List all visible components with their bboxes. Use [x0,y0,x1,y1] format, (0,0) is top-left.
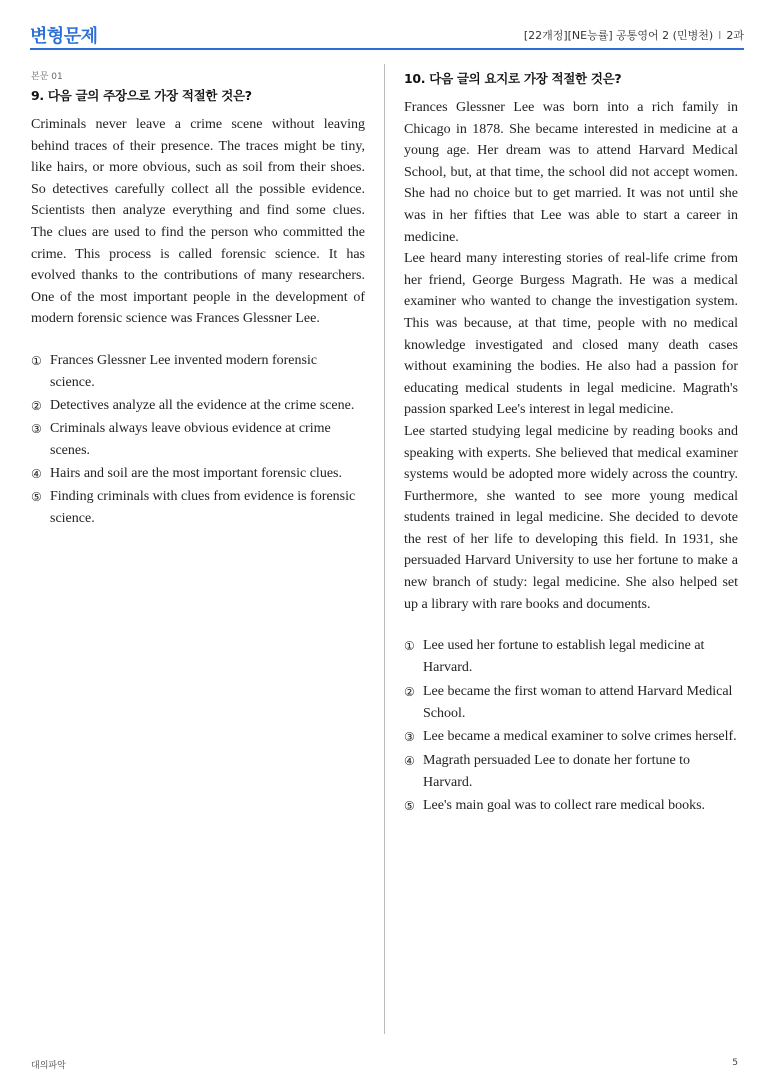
option-number: ② [404,684,415,699]
question-10-column [404,69,738,819]
option-number: ⑤ [31,489,42,504]
question-9-title: 9. 다음 글의 주장으로 가장 적절한 것은? [31,88,252,103]
option-number: ④ [31,466,42,481]
question-9-passage [31,114,365,330]
column-divider [384,64,385,1034]
header-meta [524,27,744,43]
footer-brand: 대의파악 [31,1061,66,1071]
answer-option-3[interactable] [31,418,365,462]
option-number: ③ [404,730,415,745]
section-label: 본문 01 [31,72,63,82]
textbook-label: [22개정][NE능률] 공통영어 2 (민병천) [523,29,714,42]
option-text: Detectives analyze all the evidence at the crime scene. [50,397,355,413]
option-number: ③ [31,421,42,436]
option-text: Lee's main goal was to collect rare medical books. [423,798,706,814]
header-separator: I [718,29,722,42]
answer-option-5[interactable] [31,486,365,530]
option-text: Criminals always leave obvious evidence at crime scenes. [50,420,331,458]
option-number: ⑤ [404,799,415,814]
question-10-title: 10. 다음 글의 요지로 가장 적절한 것은? [404,71,622,86]
option-number: ① [404,639,415,654]
lesson-label: 2과 [726,29,744,42]
option-number: ④ [404,753,415,768]
passage-paragraph: Lee heard many interesting stories of real-life crime from her friend, George Burgess Magrath. He was a medical examiner who wanted to change the investigation system. This was because, at that time, people with no medical knowledge investigated and closed many death cases without examining the bodies. He also had a passion for educating medical students in legal medicine. Magrath's passion sparked Lee's interest in legal medicine. [404,251,738,418]
answer-option-5[interactable] [404,795,738,817]
answer-option-1[interactable] [31,350,365,394]
passage-paragraph: Lee started studying legal medicine by reading books and speaking with experts. She believed that medical examiner systems would be adopted more widely across the country. Furthermore, she wanted to see more young medical students trained in legal medicine. She decided to devote the rest of her life to developing this field. In 1931, she persuaded Harvard University to use her fortune to make a new branch of study: legal medicine. She also helped set up a library with rare books and documents. [404,423,738,612]
answer-option-2[interactable] [31,395,365,417]
option-number: ② [31,398,42,413]
answer-option-4[interactable] [31,463,365,485]
option-text: Magrath persuaded Lee to donate her fortune to Harvard. [423,752,691,790]
passage-paragraph: Criminals never leave a crime scene without leaving behind traces of their presence. The traces might be tiny, like hairs, or more obvious, such as soil from their shoes. So detectives carefully collect all the possible evidence. Scientists then analyze everything and find some clues. The clues are used to find the person who committed the crime. This process is called forensic science. It has evolved thanks to the contributions of many researchers. One of the most important people in the development of modern forensic science was Frances Glessner Lee. [31,117,365,327]
passage-paragraph: Frances Glessner Lee was born into a rich family in Chicago in 1878. She became interested in medicine at a young age. Her dream was to attend Harvard Medical School, but, at that time, the school did not accept women. She had no choice but to get married. It was not until she was in her fifties that Lee was able to start a career in medicine. [404,100,738,245]
page-number: 5 [732,1058,738,1068]
answer-option-1[interactable] [404,635,738,679]
option-text: Hairs and soil are the most important forensic clues. [50,465,342,481]
option-number: ① [31,353,42,368]
answer-option-3[interactable] [404,726,738,748]
option-text: Lee used her fortune to establish legal medicine at Harvard. [423,638,705,676]
page-title: 변형문제 [30,26,98,47]
answer-option-4[interactable] [404,750,738,794]
question-10-options [404,635,738,817]
question-9-column [31,69,365,531]
page-header [30,22,744,50]
option-text: Finding criminals with clues from evidence is forensic science. [50,488,356,526]
answer-option-2[interactable] [404,681,738,725]
question-9-options [31,350,365,530]
option-text: Lee became a medical examiner to solve crimes herself. [423,729,737,745]
question-10-passage [404,97,738,615]
option-text: Lee became the first woman to attend Harvard Medical School. [423,683,733,721]
option-text: Frances Glessner Lee invented modern forensic science. [50,352,318,390]
